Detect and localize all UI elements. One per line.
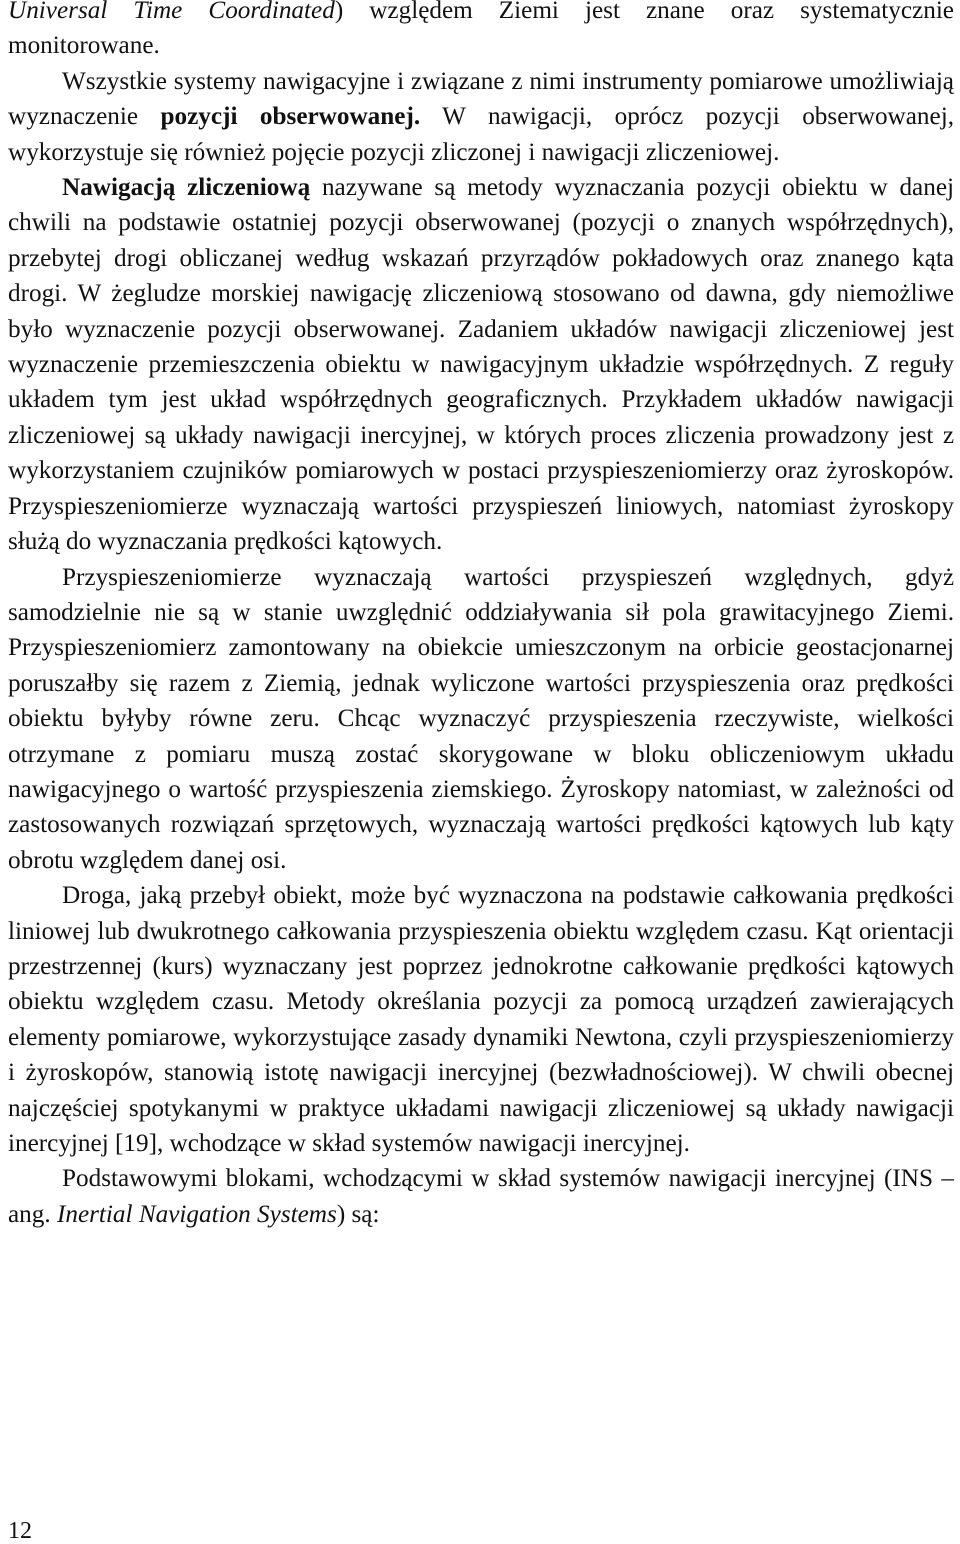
paragraph-accelerometers — [8, 560, 954, 879]
document-page — [8, 0, 954, 1232]
paragraph-observed-position — [8, 64, 954, 170]
italic-term: Inertial Navigation Systems — [56, 1200, 337, 1228]
italic-term: Universal Time Coordinated — [8, 0, 335, 24]
paragraph-text: Podstawowymi blokami, wchodzącymi w skład systemów nawigacji inercyjnej (INS – ang. — [8, 1165, 954, 1228]
paragraph-dead-reckoning — [8, 170, 954, 559]
paragraph-text: Wszystkie systemy nawigacyjne i związane z nimi instrumenty pomiarowe umożliwiają wyznaczenie — [8, 67, 954, 131]
paragraph-ins-blocks — [8, 1161, 954, 1232]
paragraph-continuation — [8, 0, 954, 64]
paragraph-text: Przyspieszeniomierze wyznaczają wartości przyspieszeń względnych, gdyż samodzielnie nie są w stanie uwzględnić oddziaływania sił pola grawitacyjnego Ziemi. Przyspieszeniomierz zamontowany na obiekcie umieszczonym na orbicie geostacjonarnej poruszałby się razem z Ziemią, jednak wyliczone wartości przyspieszenia oraz prędkości obiektu byłyby równe zeru. Chcąc wyznaczyć przyspieszenia rzeczywiste, wielkości otrzymane z pomiaru muszą zostać skorygowane w bloku obliczeniowym układu nawigacyjnego o wartość przyspieszenia ziemskiego. Żyroskopy natomiast, w zależności od zastosowanych rozwiązań sprzętowych, wyznaczają wartości prędkości kątowych lub kąty obrotu względem danej osi. — [8, 563, 954, 874]
bold-term: Nawigacją zliczeniową — [62, 174, 311, 202]
paragraph-text: ) są: — [336, 1200, 380, 1228]
paragraph-text: nazywane są metody wyznaczania pozycji obiektu w danej chwili na podstawie ostatniej pozycji obserwowanej (pozycji o znanych współrzędnych), przebytej drogi obliczanej według wskazań przyrządów pokładowych oraz znanego kąta drogi. W żegludze morskiej nawigację zliczeniową stosowano od dawna, gdy niemożliwe było wyznaczenie pozycji obserwowanej. Zadaniem układów nawigacji zliczeniowej jest wyznaczenie przemieszczenia obiektu w nawigacyjnym układzie współrzędnych. Z reguły układem tym jest układ współrzędnych geograficznych. Przykładem układów nawigacji zliczeniowej są układy nawigacji inercyjnej, w których proces zliczenia prowadzony jest z wykorzystaniem czujników pomiarowych w postaci przyspieszeniomierzy oraz żyroskopów. Przyspieszeniomierze wyznaczają wartości przyspieszeń liniowych, natomiast żyroskopy służą do wyznaczania prędkości kątowych. — [8, 174, 954, 556]
paragraph-text: Droga, jaką przebył obiekt, może być wyznaczona na podstawie całkowania prędkości liniowej lub dwukrotnego całkowania przyspieszenia obiektu względem czasu. Kąt orientacji przestrzennej (kurs) wyznaczany jest poprzez jednokrotne całkowanie prędkości kątowych obiektu względem czasu. Metody określania pozycji za pomocą urządzeń zawierających elementy pomiarowe, wykorzystujące zasady dynamiki Newtona, czyli przyspieszeniomierzy i żyroskopów, stanowią istotę nawigacji inercyjnej (bezwładnościowej). W chwili obecnej najczęściej spotykanymi w praktyce układami nawigacji zliczeniowej są układy nawigacji inercyjnej [19], wchodzące w skład systemów nawigacji inercyjnej. — [8, 882, 954, 1157]
paragraph-distance-integration — [8, 878, 954, 1161]
paragraph-text: W nawigacji, oprócz pozycji obserwowanej, wykorzystuje się również pojęcie pozycji zliczonej i nawigacji zliczeniowej. — [8, 103, 954, 166]
paragraph-text: ) względem Ziemi jest znane oraz systematycznie monitorowane. — [8, 0, 954, 60]
bold-term: pozycji obserwowanej. — [160, 103, 421, 131]
page-number: 12 — [8, 1518, 32, 1544]
